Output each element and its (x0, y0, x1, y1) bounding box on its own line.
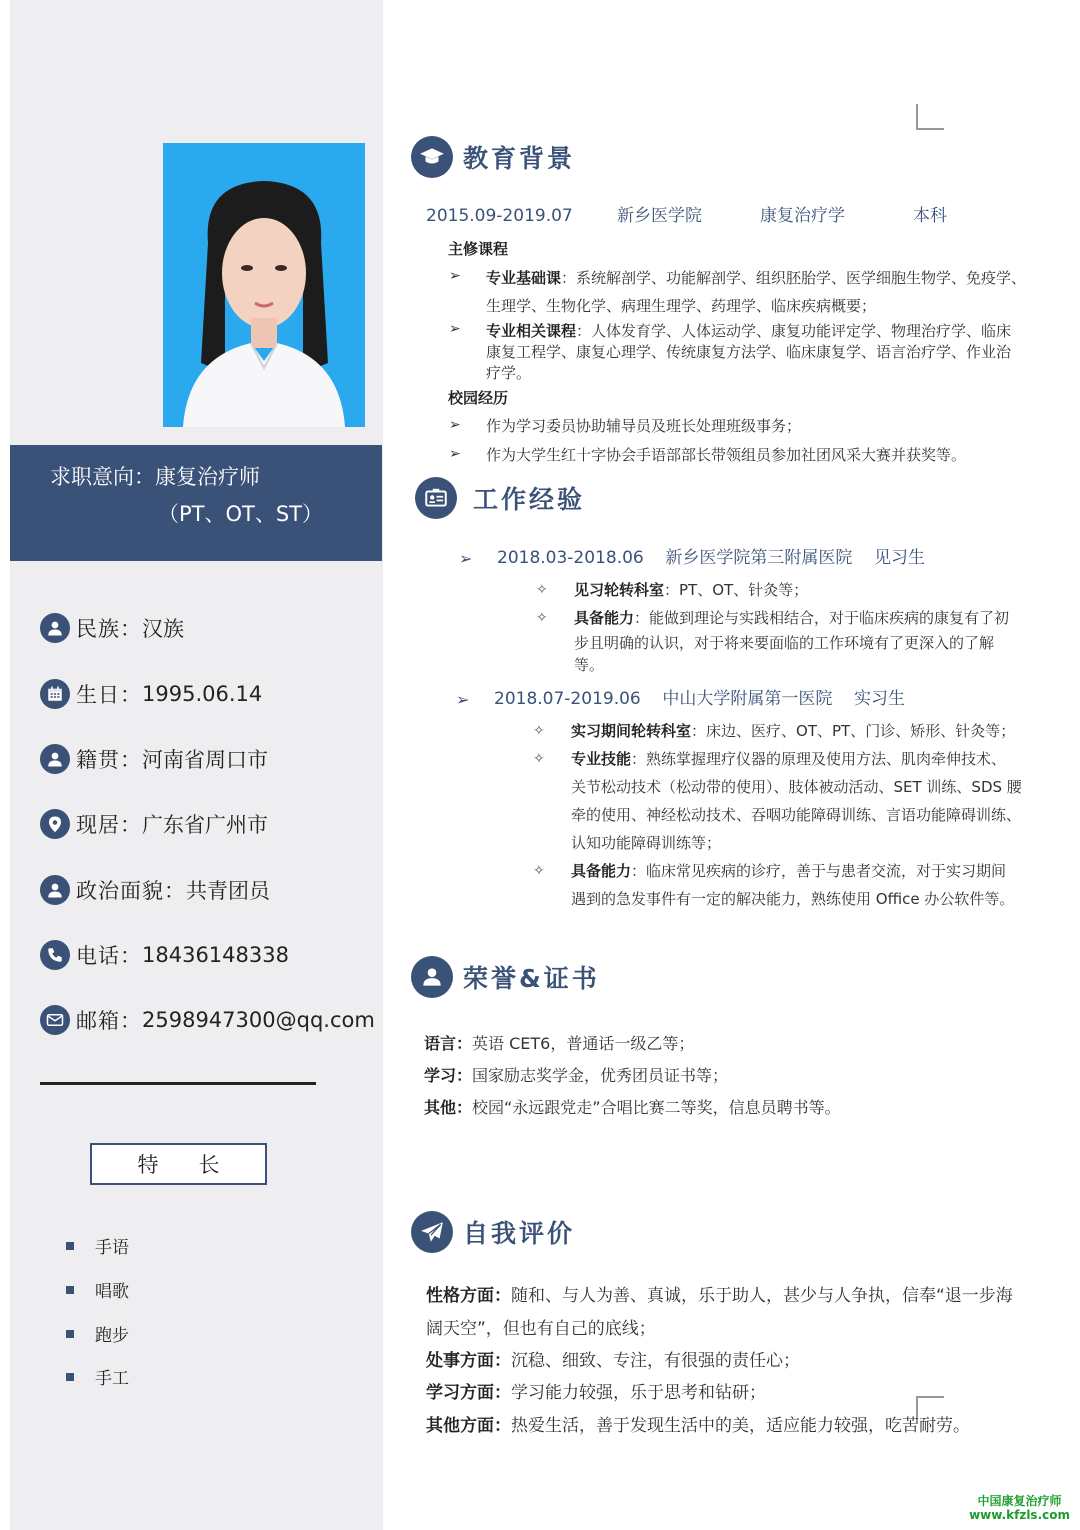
info-row (40, 938, 289, 972)
campus-item: 作为学习委员协助辅导员及班长处理班级事务； (486, 417, 802, 435)
section-title: 荣誉&证书 (463, 964, 600, 993)
job-item-cont: 认知功能障碍训练等； (571, 834, 722, 852)
info-value: 共青团员 (186, 879, 270, 903)
honor-row: 其他：校园“永远跟党走”合唱比赛二等奖，信息员聘书等。 (424, 1098, 841, 1117)
diamond-bullet: ✧ (536, 610, 548, 626)
basic-courses: 专业基础课：系统解剖学、功能解剖学、组织胚胎学、医学细胞生物学、免疫学、 (486, 269, 1027, 287)
info-label: 民族： (76, 617, 142, 641)
phone-icon (40, 940, 70, 970)
info-row (40, 873, 270, 907)
job-item-cont: 关节松动技术（松动带的使用）、肢体被动活动、SET 训练、SDS 腰 (571, 778, 1022, 796)
user-icon (40, 744, 70, 774)
eval-row: 其他方面：热爱生活，善于发现生活中的美，适应能力较强，吃苦耐劳。 (426, 1416, 970, 1436)
eval-row: 处事方面：沉稳、细致、专注，有很强的责任心； (426, 1351, 800, 1371)
watermark (969, 1494, 1070, 1522)
section-title: 工作经验 (473, 485, 586, 514)
info-label: 政治面貌： (76, 879, 186, 903)
user-icon (40, 613, 70, 643)
eval-row: 学习方面：学习能力较强，乐于思考和钻研； (426, 1383, 766, 1403)
info-label: 现居： (76, 813, 142, 837)
info-row (40, 677, 262, 711)
info-row (40, 611, 184, 645)
corner-decoration (916, 104, 944, 130)
diamond-bullet: ✧ (536, 582, 548, 598)
job-item: 具备能力：临床常见疾病的诊疗，善于与患者交流，对于实习期间 (571, 862, 1007, 880)
related-courses: 专业相关课程：人体发育学、人体运动学、康复功能评定学、物理治疗学、临床 (486, 322, 1012, 340)
intent-label: 求职意向：康复治疗师 (50, 465, 260, 489)
skill-label: 唱歌 (95, 1282, 129, 1302)
job-item: 实习期间轮转科室：床边、医疗、OT、PT、门诊、矫形、针灸等； (571, 722, 1016, 740)
specialty-title: 特长 (90, 1143, 267, 1185)
info-label: 电话： (76, 944, 142, 968)
info-row (40, 807, 268, 841)
section-honors (411, 956, 600, 998)
campus-item: 作为大学生红十字协会手语部部长带领组员参加社团风采大赛并获奖等。 (486, 446, 967, 464)
honor-row: 语言：英语 CET6，普通话一级乙等； (424, 1034, 695, 1053)
edu-degree: 本科 (913, 206, 947, 226)
info-value: 18436148338 (142, 943, 289, 967)
related-courses-cont: 康复工程学、康复心理学、传统康复方法学、临床康复学、语言治疗学、作业治 (486, 343, 1012, 361)
job-header: 2018.07-2019.06 中山大学附属第一医院 实习生 (494, 689, 905, 709)
arrow-bullet: ➢ (449, 417, 461, 433)
job-item-cont: 步且明确的认识，对于将来要面临的工作环境有了更深入的了解 (574, 634, 995, 652)
edu-school: 新乡医学院 (617, 206, 702, 226)
diamond-bullet: ✧ (533, 863, 545, 879)
info-value: 汉族 (142, 617, 184, 641)
skill-label: 手语 (95, 1238, 129, 1258)
info-value: 广东省广州市 (142, 813, 268, 837)
watermark-line2: www.kfzls.com (969, 1508, 1070, 1522)
user-icon (411, 956, 453, 998)
eval-row: 阔天空”，但也有自己的底线； (426, 1319, 656, 1339)
section-work (415, 477, 585, 519)
info-value: 2598947300@qq.com (142, 1008, 375, 1032)
info-label: 生日： (76, 683, 142, 707)
arrow-bullet: ➢ (456, 690, 470, 709)
job-intention (10, 445, 382, 561)
info-row (40, 742, 268, 776)
square-bullet-icon (66, 1286, 74, 1294)
id-card-icon (415, 477, 457, 519)
section-title: 自我评价 (463, 1219, 576, 1248)
edu-period: 2015.09-2019.07 (426, 206, 573, 226)
skill-item (66, 1364, 129, 1389)
diamond-bullet: ✧ (533, 751, 545, 767)
skill-label: 手工 (95, 1369, 129, 1389)
courses-title: 主修课程 (448, 240, 509, 258)
divider (40, 1082, 316, 1085)
profile-photo (163, 143, 365, 427)
intent-sub: （PT、OT、ST） (158, 502, 324, 526)
job-item: 具备能力：能做到理论与实践相结合，对于临床疾病的康复有了初 (574, 609, 1010, 627)
arrow-bullet: ➢ (449, 321, 461, 337)
info-label: 籍贯： (76, 748, 142, 772)
diamond-bullet: ✧ (533, 723, 545, 739)
section-self-eval (411, 1211, 575, 1253)
user-icon (40, 875, 70, 905)
section-education (411, 136, 575, 178)
skill-label: 跑步 (95, 1326, 129, 1346)
arrow-bullet: ➢ (459, 549, 473, 568)
skill-item (66, 1321, 129, 1346)
skill-item (66, 1233, 129, 1258)
paper-plane-icon (411, 1211, 453, 1253)
basic-courses-cont: 生理学、生物化学、病理生理学、药理学、临床疾病概要； (486, 297, 877, 315)
job-item: 专业技能：熟练掌握理疗仪器的原理及使用方法、肌肉牵伸技术、 (571, 750, 1007, 768)
info-value: 河南省周口市 (142, 748, 268, 772)
honor-row: 学习：国家励志奖学金，优秀团员证书等； (424, 1066, 729, 1085)
info-row (40, 1003, 375, 1037)
skill-item (66, 1277, 129, 1302)
calendar-icon (40, 679, 70, 709)
mail-icon (40, 1005, 70, 1035)
graduation-cap-icon (411, 136, 453, 178)
job-item-cont: 遇到的急发事件有一定的解决能力，熟练使用 Office 办公软件等。 (571, 890, 1015, 908)
job-item: 见习轮转科室：PT、OT、针灸等； (574, 581, 809, 599)
arrow-bullet: ➢ (449, 268, 461, 284)
job-header: 2018.03-2018.06 新乡医学院第三附属医院 见习生 (497, 548, 925, 568)
job-item-cont: 等。 (574, 656, 605, 674)
location-icon (40, 809, 70, 839)
section-title: 教育背景 (463, 144, 576, 173)
job-item-cont: 牵的使用、神经松动技术、吞咽功能障碍训练、言语功能障碍训练、 (571, 806, 1022, 824)
watermark-line1: 中国康复治疗师 (977, 1494, 1062, 1508)
info-value: 1995.06.14 (142, 682, 263, 706)
edu-major: 康复治疗学 (760, 206, 845, 226)
arrow-bullet: ➢ (449, 446, 461, 462)
campus-title: 校园经历 (448, 389, 509, 407)
related-courses-cont: 疗学。 (486, 364, 532, 382)
square-bullet-icon (66, 1373, 74, 1381)
eval-row: 性格方面：随和、与人为善、真诚，乐于助人，甚少与人争执，信奉“退一步海 (426, 1286, 1013, 1306)
info-label: 邮箱： (76, 1009, 142, 1033)
square-bullet-icon (66, 1330, 74, 1338)
square-bullet-icon (66, 1242, 74, 1250)
